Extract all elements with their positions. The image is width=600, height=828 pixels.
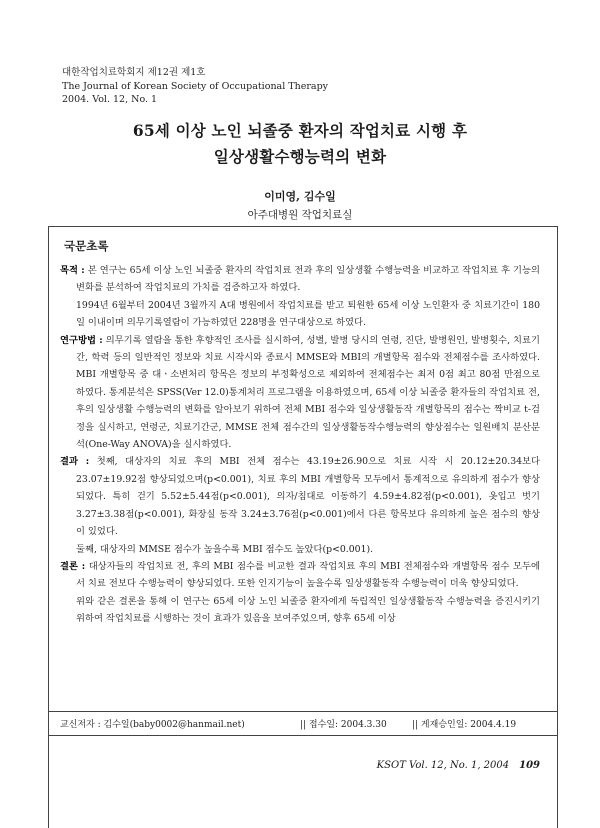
method-label: 연구방법 : [60, 334, 103, 346]
abstract-purpose [60, 262, 540, 297]
affiliation: 아주대병원 작업치료실 [247, 209, 353, 221]
received-date: || 접수일: 2004.3.30 [300, 720, 387, 730]
result-text: 첫째, 대상자의 치료 후의 MBI 전체 점수는 43.19±26.90으로 치료 시작 시 20.12±20.34보다 23.07±19.92점 향상되었으며(p<0.001), 치료 후의 MBI 개별항목 모두에서 통계적으로 유의하게 점수가 향상되었다. 특히 걷기 5.52±5.44점(p<0.001), 의자/침대로 이동하기 4.59±4.82점(p<0.001), 옷입고 벗기 3.27±3.38점(p<0.001), 화장실 동작 3.24±3.76점(p<0.001)에서 다른 항목보다 유의하게 높은 점수의 향상이 있었다. [76, 456, 540, 538]
journal-name-english: The Journal of Korean Society of Occupational Therapy [62, 80, 329, 92]
accepted-date: || 게재승인일: 2004.4.19 [412, 720, 517, 730]
conclusion-text: 대상자들의 작업치료 전, 후의 MBI 점수를 비교한 결과 작업치료 후의 MBI 전체점수와 개별항목 점수 모두에서 치료 전보다 수행능력이 향상되었다. 또한 인지기능이 높을수록 일상생활동작 수행능력이 더욱 향상되었다. [76, 560, 540, 590]
abstract-conclusion-second: 위와 같은 결론을 통해 이 연구는 65세 이상 노인 뇌졸중 환자에게 독립적인 일상생활동작 수행능력을 증진시키기 위하여 작업치료를 시행하는 것이 효과가 있음을 보여주었으며, 향후 65세 이상 [76, 595, 540, 625]
footer-divider-bottom [48, 735, 558, 736]
result-label: 결과 : [60, 456, 90, 468]
abstract-purpose-subjects: 1994년 6월부터 2004년 3월까지 A대 병원에서 작업치료를 받고 퇴원한 65세 이상 노인환자 중 치료기간이 180일 이내이며 의무기록열람이 가능하였던 228명을 연구대상으로 하였다. [76, 299, 540, 329]
authors: 이미영, 김수일 [264, 190, 336, 203]
page-footer [377, 760, 540, 771]
abstract-heading: 국문초록 [64, 239, 109, 253]
abstract-conclusion [60, 558, 540, 593]
abstract-result [60, 453, 540, 540]
paper-title [0, 118, 600, 170]
purpose-label: 목적 : [60, 265, 85, 276]
footer-info [60, 717, 550, 731]
abstract-method [60, 332, 540, 454]
abstract-result-second: 둘째, 대상자의 MMSE 점수가 높을수록 MBI 점수도 높았다(p<0.001). [76, 543, 374, 555]
journal-header [62, 66, 328, 107]
paper-title-line2: 일상생활수행능력의 변화 [213, 147, 387, 166]
page-number: 109 [519, 760, 540, 771]
journal-volume: 2004. Vol. 12, No. 1 [62, 94, 158, 105]
abstract-body [60, 262, 540, 628]
footer-divider-top [48, 711, 558, 712]
journal-reference: KSOT Vol. 12, No. 1, 2004 [376, 760, 510, 771]
conclusion-label: 결론 : [60, 560, 86, 572]
corresponding-author: 교신저자 : 김수일(baby0002@hanmail.net) [60, 720, 245, 730]
paper-title-line1: 65세 이상 노인 뇌졸중 환자의 작업치료 시행 후 [132, 121, 468, 140]
method-text: 의무기록 열람을 통한 후향적인 조사를 실시하여, 성별, 발병 당시의 연령, 진단, 발병원인, 발병횟수, 치료기간, 학력 등의 일반적인 정보와 치료 시작시와 종료시 MMSE와 MBI의 개별항목 점수와 전체점수를 조사하였다. MBI 개별항목 중 대ㆍ소변처리 항목은 정보의 부정확성으로 제외하여 전체점수는 최저 0점 최고 80점 만점으로 하였다. 통계분석은 SPSS(Ver 12.0)통계처리 프로그램을 이용하였으며, 65세 이상 뇌졸중 환자들의 작업치료 전, 후의 일상생활 수행능력의 변화를 알아보기 위하여 전체 MBI 점수와 일상생활동작 개별항목의 점수는 짝비교 t-검정을 실시하고, 연령군, 치료기간군, MMSE 전체 점수간의 일상생활동작수행능력의 향상점수는 일원배치 분산분석(One-Way ANOVA)을 실시하였다. [76, 334, 540, 451]
journal-name-korean: 대한작업치료학회지 제12권 제1호 [62, 67, 206, 78]
purpose-text: 본 연구는 65세 이상 노인 뇌졸중 환자의 작업치료 전과 후의 일상생활 수행능력을 비교하고 작업치료 후 기능의 변화를 분석하여 작업치료의 가치를 검증하고자 하였다. [76, 265, 540, 294]
